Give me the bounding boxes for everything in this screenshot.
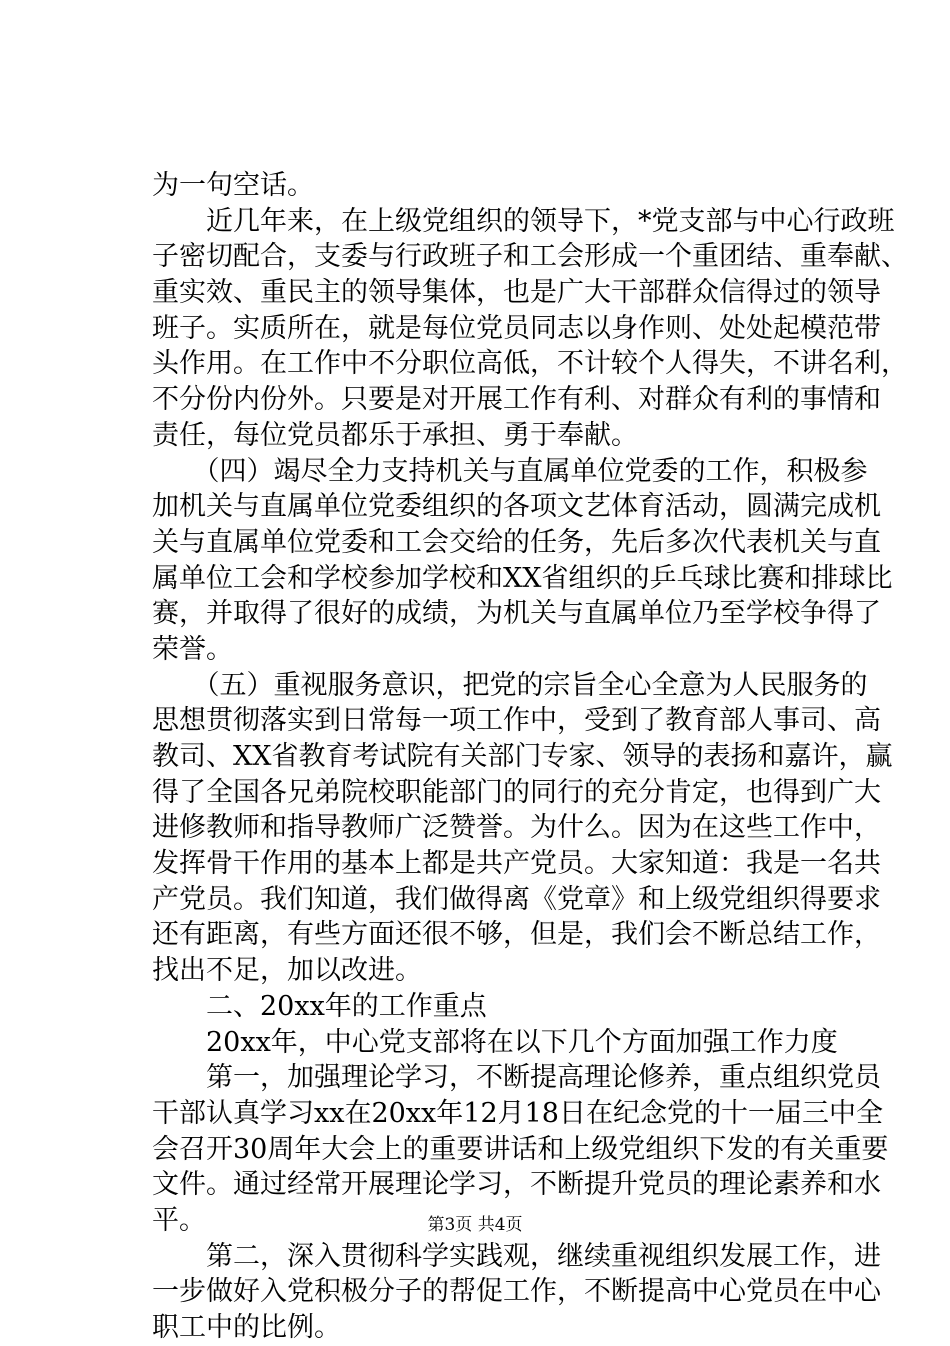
text-line: 重实效、重民主的领导集体，也是广大干部群众信得过的领导 bbox=[152, 277, 881, 309]
page-footer: 第3页 共4页 bbox=[427, 1215, 523, 1235]
text-line: 干部认真学习xx在20xx年12月18日在纪念党的十一届三中全 bbox=[152, 1097, 883, 1129]
text-line: 子密切配合，支委与行政班子和工会形成一个重团结、重奉献、 bbox=[152, 241, 908, 273]
text-line: 得了全国各兄弟院校职能部门的同行的充分肯定，也得到广大 bbox=[152, 776, 881, 808]
text-line: 进修教师和指导教师广泛赞誉。为什么。因为在这些工作中， bbox=[152, 812, 881, 844]
text-line: 发挥骨干作用的基本上都是共产党员。大家知道：我是一名共 bbox=[152, 848, 881, 880]
text-line: 文件。通过经常开展理论学习，不断提升党员的理论素养和水 bbox=[152, 1169, 881, 1201]
text-line: 赛，并取得了很好的成绩，为机关与直属单位乃至学校争得了 bbox=[152, 598, 881, 630]
text-line: 教司、XX省教育考试院有关部门专家、领导的表扬和嘉许，赢 bbox=[152, 741, 893, 772]
text-line: 属单位工会和学校参加学校和XX省组织的乒乓球比赛和排球比 bbox=[152, 562, 893, 594]
text-line: （五）重视服务意识，把党的宗旨全心全意为人民服务的 bbox=[152, 669, 868, 701]
text-line: 加机关与直属单位党委组织的各项文艺体育活动，圆满完成机 bbox=[152, 491, 881, 523]
text-line: 一步做好入党积极分子的帮促工作，不断提高中心党员在中心 bbox=[152, 1276, 881, 1308]
text-line: （四）竭尽全力支持机关与直属单位党委的工作，积极参 bbox=[152, 455, 868, 487]
text-line: 荣誉。 bbox=[152, 633, 233, 665]
text-line: 20xx年，中心党支部将在以下几个方面加强工作力度 bbox=[152, 1026, 838, 1058]
text-line: 为一句空话。 bbox=[152, 170, 314, 201]
text-line: 思想贯彻落实到日常每一项工作中，受到了教育部人事司、高 bbox=[152, 705, 881, 737]
text-line: 找出不足，加以改进。 bbox=[152, 955, 422, 987]
text-line: 职工中的比例。 bbox=[152, 1312, 341, 1343]
text-line: 关与直属单位党委和工会交给的任务，先后多次代表机关与直 bbox=[152, 526, 881, 558]
text-line: 头作用。在工作中不分职位高低，不计较个人得失，不讲名利， bbox=[152, 348, 908, 380]
text-line: 近几年来，在上级党组织的领导下，*党支部与中心行政班 bbox=[152, 205, 895, 237]
text-line: 班子。实质所在，就是每位党员同志以身作则、处处起模范带 bbox=[152, 312, 881, 344]
text-line: 第二，深入贯彻科学实践观，继续重视组织发展工作，进 bbox=[152, 1240, 881, 1272]
text-line: 责任，每位党员都乐于承担、勇于奉献。 bbox=[152, 419, 638, 451]
text-line: 产党员。我们知道，我们做得离《党章》和上级党组织得要求 bbox=[152, 883, 881, 915]
text-line: 平。 bbox=[152, 1204, 206, 1236]
document-body bbox=[152, 168, 908, 1346]
text-line: 不分份内份外。只要是对开展工作有利、对群众有利的事情和 bbox=[152, 384, 881, 416]
text-line: 二、20xx年的工作重点 bbox=[152, 990, 487, 1022]
text-line: 会召开30周年大会上的重要讲话和上级党组织下发的有关重要 bbox=[152, 1133, 889, 1165]
text-line: 还有距离，有些方面还很不够，但是，我们会不断总结工作， bbox=[152, 919, 881, 951]
text-line: 第一，加强理论学习，不断提高理论修养，重点组织党员 bbox=[152, 1062, 881, 1094]
